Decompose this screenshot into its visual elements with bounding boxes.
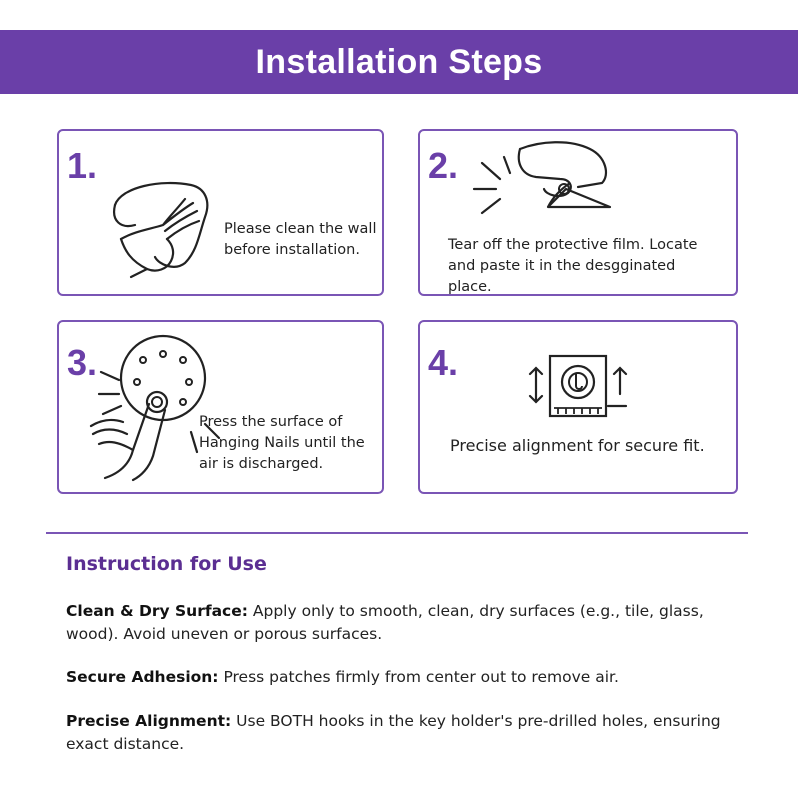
step-text: Tear off the protective film. Locate and paste it in the desgginated place.: [448, 237, 698, 295]
instruction-text: Apply only to smooth, clean, dry surfaces (e.g., tile, glass, wood). Avoid uneven or porous surfaces.: [66, 602, 704, 643]
step-text: Press the surface of Hanging Nails until the air is discharged.: [199, 414, 365, 472]
instruction-text: Press patches firmly from center out to remove air.: [223, 668, 619, 686]
hand-peeling-film-icon: [460, 135, 620, 225]
step-number: 3.: [67, 342, 98, 383]
page-title: Installation Steps: [255, 42, 543, 81]
instruction-clean-dry: [66, 600, 756, 646]
instruction-precise-alignment: [66, 710, 756, 756]
step-number: 1.: [67, 145, 98, 186]
header-banner: [0, 30, 798, 94]
step-card-2: [418, 129, 738, 296]
step-card-4: [418, 320, 738, 494]
instruction-label: Precise Alignment:: [66, 712, 232, 730]
step-text: Precise alignment for secure fit.: [450, 436, 705, 455]
section-divider: [46, 532, 748, 534]
step-number: 4.: [428, 342, 459, 383]
instruction-label: Secure Adhesion:: [66, 668, 219, 686]
step-card-1: [57, 129, 384, 296]
instructions-title: Instruction for Use: [66, 553, 267, 575]
instruction-secure-adhesion: [66, 666, 756, 689]
instruction-text: Use BOTH hooks in the key holder's pre-drilled holes, ensuring exact distance.: [66, 712, 721, 753]
alignment-hook-icon: [520, 346, 640, 426]
hand-wiping-cloth-icon: [101, 165, 221, 285]
step-number: 2.: [428, 145, 459, 186]
step-text: Please clean the wall before installation.: [224, 221, 377, 258]
instruction-label: Clean & Dry Surface:: [66, 602, 248, 620]
step-card-3: [57, 320, 384, 494]
